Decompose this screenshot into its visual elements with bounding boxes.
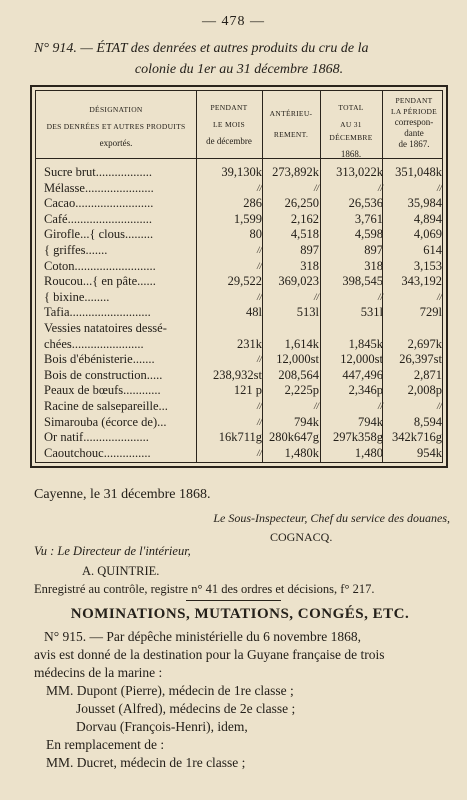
cell-1867: 4,894 [413,211,442,226]
heading-line-2: colonie du 1er au 31 décembre 1868. [134,62,344,77]
cell-previous: 1,614k [284,336,319,351]
header-col2-line2: REMENT. [273,130,309,139]
table-row [36,195,442,211]
cell-previous: 12,000st [276,352,319,367]
cell-previous: 794k [294,414,319,429]
cell-december: // [256,291,262,302]
paragraph-line-1: N° 915. — Par dépêche ministérielle du 6 novembre 1868, [44,629,361,644]
document-heading [34,38,444,80]
cell-december: // [256,245,262,255]
cell-total: 1,845k [348,336,383,351]
header-col3-line3: 1868. [340,149,362,159]
cell-1867: 26,397st [399,352,442,367]
row-label: { bixine........ [44,289,110,304]
cell-previous: // [313,401,319,411]
cell-previous: 280k647g [269,430,319,445]
header-col4-line2: LA PÉRIODE [390,107,438,116]
cell-previous: 513l [296,305,319,320]
header-designation [36,103,196,150]
cell-1867: // [436,182,442,193]
header-col1-line2: LE MOIS [213,120,245,129]
cell-total: 12,000st [340,352,383,367]
cell-december: // [256,401,262,411]
row-label: Peaux de bœufs............ [44,383,161,398]
row-label: Coton.......................... [44,258,156,273]
header-col4-line5: de 1867. [398,139,430,149]
cell-1867: 35,984 [407,196,442,211]
cell-previous: 369,023 [278,274,319,289]
cell-1867: 4,069 [413,227,442,242]
cell-previous: 2,225p [284,383,319,398]
row-label: Cacao......................... [44,196,154,211]
page-number: — 478 — [202,14,265,29]
cell-previous: 4,518 [290,227,319,242]
cell-previous: 897 [300,243,319,257]
dateline: Cayenne, le 31 décembre 1868. [34,487,211,502]
cell-1867: 614 [423,243,442,257]
header-col-december [196,101,262,148]
header-col2-line1: ANTÉRIEU- [269,109,313,118]
cell-total: 313,022k [336,165,383,179]
table-row [36,367,442,383]
cell-december: 16k711g [218,430,262,445]
cell-total: 794k [358,414,383,429]
cell-previous: 208,564 [278,367,319,382]
section-title: NOMINATIONS, MUTATIONS, CONGÉS, ETC. [70,606,410,622]
row-label: Caoutchouc............... [44,445,151,460]
export-table [30,85,448,468]
table-row [36,211,442,227]
registration-note: Enregistré au contrôle, registre n° 41 des ordres et décisions, f° 217. [34,582,375,596]
cell-previous: 26,250 [284,196,319,211]
cell-1867: 3,153 [413,258,442,273]
row-label: { griffes....... [44,243,108,257]
table-row [36,336,442,352]
table-row [36,398,442,414]
table-row [36,180,442,196]
cell-1867: 2,697k [407,336,442,351]
paragraph-line-4: MM. Dupont (Pierre), médecin de 1re classe ; [46,683,294,698]
cell-total: // [377,182,383,193]
row-label: Girofle...{ clous......... [44,227,154,242]
cell-december: 39,130k [221,165,262,179]
header-designation-sub: DES DENRÉES ET AUTRES PRODUITS [46,122,186,131]
row-label: Bois de construction..... [44,367,163,382]
cell-total: // [377,401,383,411]
cell-previous: 318 [300,258,319,273]
header-col1-line3: de décembre [206,136,252,146]
cell-1867: // [436,291,442,302]
header-col4-line3: correspon- [394,117,434,127]
director-name: A. QUINTRIE. [82,564,160,578]
row-label: Racine de salsepareille... [44,399,168,413]
signature-name: COGNACQ. [270,530,333,544]
table-row [36,273,442,289]
cell-december: 238,932st [213,367,262,382]
cell-december: // [256,416,262,427]
header-designation-sub2: exportés. [99,138,133,148]
header-col-previous [262,107,320,141]
row-label: Vessies natatoires dessé- [44,321,167,335]
paragraph-line-6: Dorvau (François-Henri), idem, [76,719,248,734]
row-label: chées....................... [44,336,144,351]
cell-total: 447,496 [342,367,383,382]
cell-december: 48l [246,305,262,320]
heading-line-1: N° 914. — ÉTAT des denrées et autres produits du cru de la [34,41,369,56]
table-row [36,429,442,445]
table-row [36,226,442,242]
header-col4-line1: PENDANT [395,96,433,105]
cell-december: // [256,447,262,458]
cell-december: 231k [237,336,262,351]
cell-december: 1,599 [233,211,262,226]
cell-1867: 351,048k [395,165,442,179]
cell-total: 1,480 [354,445,383,460]
table-row [36,382,442,398]
cell-previous: 273,892k [272,165,319,179]
row-label: Bois d'ébénisterie....... [44,352,155,367]
cell-1867: 954k [417,445,442,460]
cell-december: 286 [243,196,262,211]
cell-december: 121 p [233,383,262,398]
header-col-1867 [382,95,446,150]
row-label: Or natif..................... [44,430,149,445]
cell-total: 26,536 [348,196,383,211]
cell-previous: 2,162 [290,211,319,226]
header-designation-title: DÉSIGNATION [89,105,143,114]
table-row [36,242,442,258]
cell-total: 4,598 [354,227,383,242]
cell-1867: // [436,401,442,411]
cell-december: // [256,354,262,365]
cell-previous: 1,480k [284,445,319,460]
cell-total: 3,761 [354,211,383,226]
table-row [36,258,442,274]
cell-total: 531l [360,305,383,320]
table-row [36,445,442,461]
cell-total: 2,346p [348,383,383,398]
cell-december: // [256,182,262,193]
cell-total: 398,545 [342,274,383,289]
cell-total: 297k358g [333,430,383,445]
row-label: Café........................... [44,211,152,226]
cell-total: 318 [364,258,383,273]
header-col3-line2: AU 31 DÉCEMBRE [329,120,373,142]
table-row [36,320,442,336]
row-label: Tafia.......................... [44,305,151,320]
cell-1867: 2,871 [413,367,442,382]
row-label: Roucou...{ en pâte...... [44,274,156,289]
paragraph-line-2: avis est donné de la destination pour la Guyane française de trois [34,647,385,662]
paragraph-line-8: MM. Ducret, médecin de 1re classe ; [46,755,246,770]
paragraph-line-7: En remplacement de : [46,737,165,752]
cell-december: 29,522 [227,274,262,289]
row-label: Sucre brut.................. [44,165,152,179]
table-inner-frame [35,90,443,463]
table-row [36,351,442,367]
header-col4-line4: dante [404,128,424,138]
table-row [36,414,442,430]
signature-title: Le Sous-Inspecteur, Chef du service des douanes, [213,511,450,525]
header-col3-line1: TOTAL [338,103,364,112]
table-row [36,164,442,180]
header-col-total [320,101,382,161]
cell-december: 80 [249,227,262,242]
cell-1867: 343,192 [401,274,442,289]
row-label: Simarouba (écorce de)... [44,414,167,429]
paragraph-line-3: médecins de la marine : [34,665,163,680]
cell-previous: // [313,182,319,193]
cell-december: // [256,260,262,271]
cell-1867: 729l [419,305,442,320]
cell-1867: 8,594 [413,414,442,429]
cell-previous: // [313,291,319,302]
paragraph-line-5: Jousset (Alfred), médecins de 2e classe ; [76,701,296,716]
cell-total: 897 [364,243,383,257]
cell-1867: 2,008p [407,383,442,398]
cell-total: // [377,291,383,302]
vu-line: Vu : Le Directeur de l'intérieur, [34,544,191,558]
cell-1867: 342k716g [392,430,442,445]
table-row [36,289,442,305]
table-row [36,304,442,320]
row-label: Mélasse...................... [44,180,154,195]
section-divider [186,600,281,601]
header-col1-line1: PENDANT [210,103,248,112]
